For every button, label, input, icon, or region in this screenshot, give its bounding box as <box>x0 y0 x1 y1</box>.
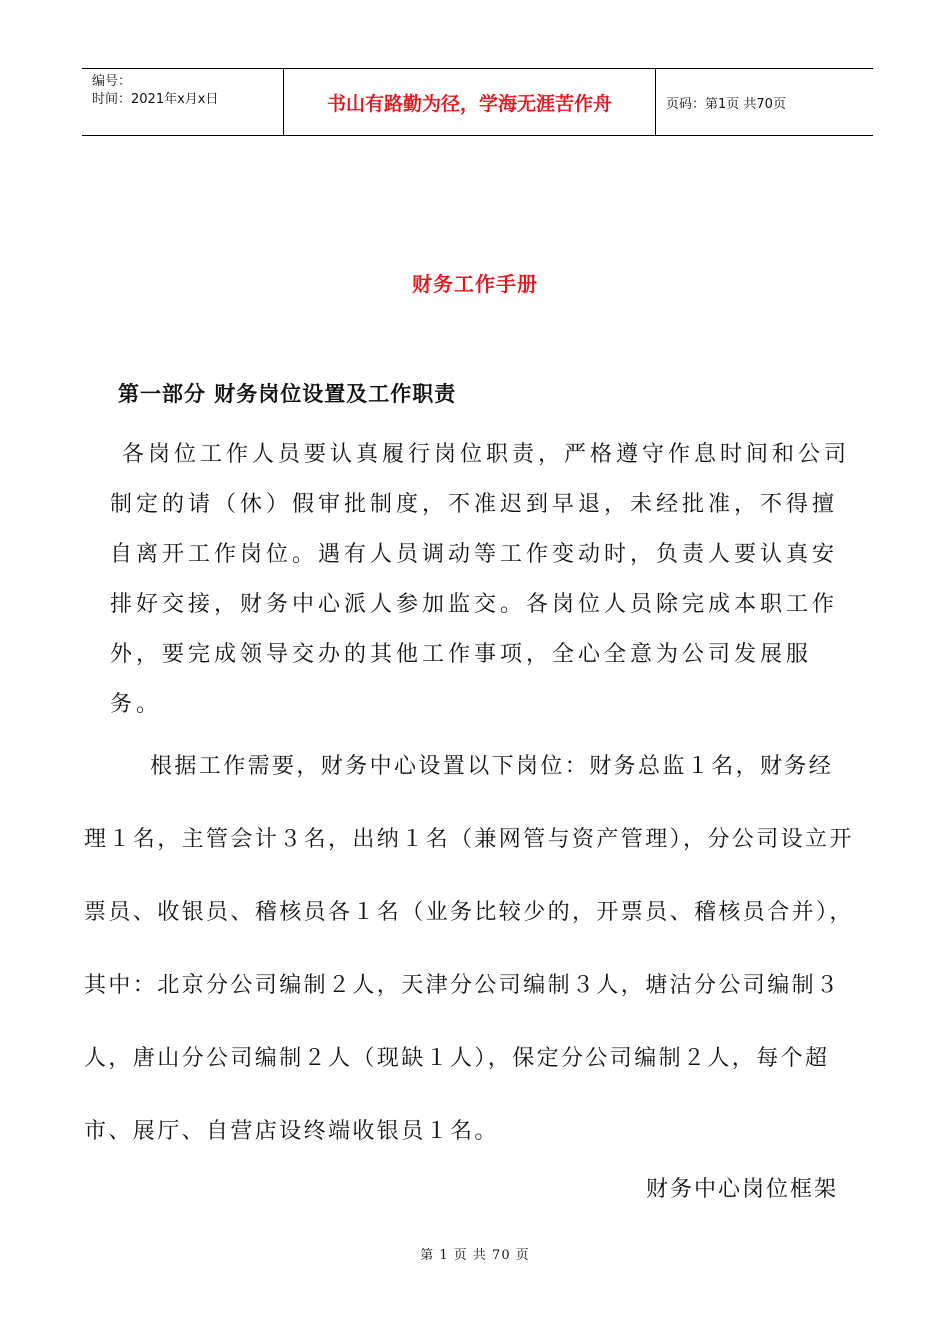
paragraph-positions: 根据工作需要，财务中心设置以下岗位：财务总监１名，财务经理１名，主管会计３名，出纳１名（兼网管与资产管理），分公司设立开票员、收银员、稽核员各１名（业务比较少的，开票员、稽核员合并），其中：北京分公司编制２人，天津分公司编制３人，塘沽分公司编制３人，唐山分公司编制２人（现缺１人），保定分公司编制２人，每个超市、展厅、自营店设终端收银员１名。 <box>84 754 854 1144</box>
framework-caption: 财务中心岗位框架 <box>645 1177 838 1202</box>
page-footer: 第 1 页 共 70 页 <box>420 1248 530 1263</box>
header-meta-cell <box>82 69 284 135</box>
header-table <box>82 68 873 136</box>
section-heading: 第一部分 财务岗位设置及工作职责 <box>118 382 457 406</box>
header-page-info: 页码：第1页 共70页 <box>666 96 786 112</box>
paragraph-duties: 各岗位工作人员要认真履行岗位职责，严格遵守作息时间和公司制定的请（休）假审批制度，不准迟到早退，未经批准，不得擅自离开工作岗位。遇有人员调动等工作变动时，负责人要认真安排好交接，财务中心派人参加监交。各岗位人员除完成本职工作外，要完成领导交办的其他工作事项，全心全意为公司发展服务。 <box>110 442 851 717</box>
document-time-label: 时间：2021年x月x日 <box>92 92 219 107</box>
document-title: 财务工作手册 <box>412 272 538 296</box>
header-motto: 书山有路勤为径，学海无涯苦作舟 <box>284 69 656 135</box>
document-number-label: 编号： <box>92 74 132 89</box>
